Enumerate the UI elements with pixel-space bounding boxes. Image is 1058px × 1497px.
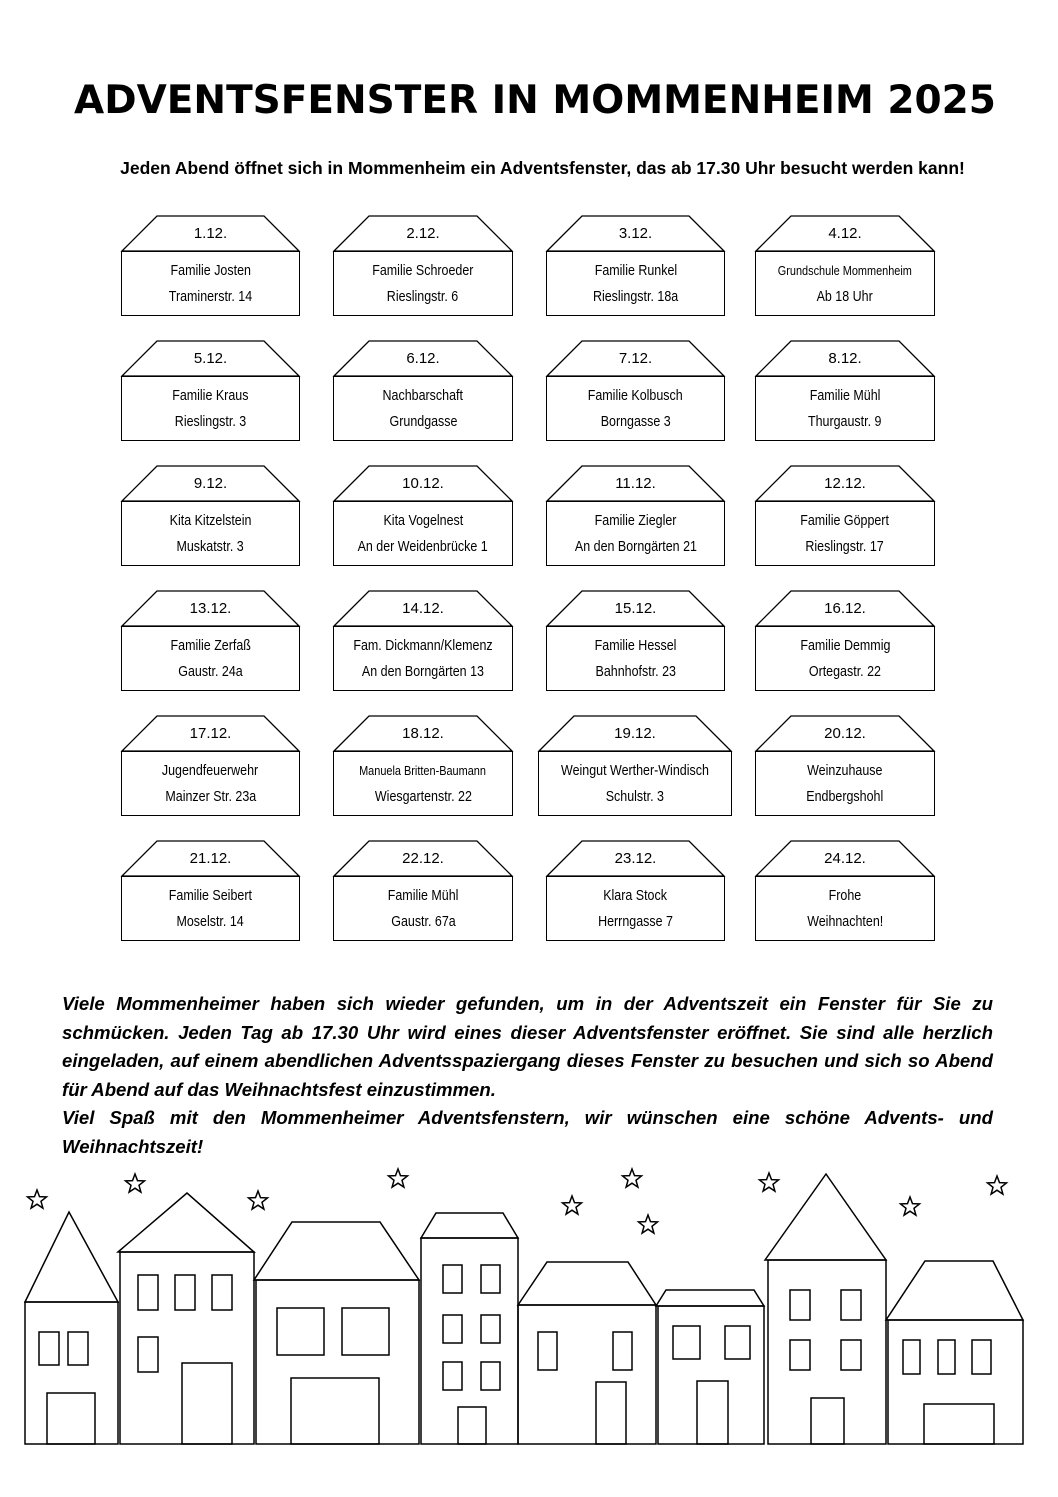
window-host-box bbox=[546, 251, 725, 316]
window-host-box bbox=[121, 251, 300, 316]
window-date: 21.12. bbox=[189, 850, 232, 867]
window-host-name: Familie Göppert bbox=[800, 512, 890, 529]
advent-window-17 bbox=[121, 715, 300, 818]
window-host-box bbox=[121, 501, 300, 566]
window-host-address: Gaustr. 67a bbox=[390, 913, 456, 930]
town-house-3 bbox=[254, 1222, 419, 1444]
window-date: 23.12. bbox=[614, 850, 657, 867]
window-host-address: Thurgaustr. 9 bbox=[808, 413, 882, 430]
window-host-box bbox=[546, 626, 725, 691]
window-host-box bbox=[121, 751, 300, 816]
window-date: 11.12. bbox=[615, 475, 656, 492]
window-date: 15.12. bbox=[614, 600, 657, 617]
advent-window-1 bbox=[121, 215, 300, 318]
advent-window-11 bbox=[546, 465, 725, 568]
window-host-address: Ortegastr. 22 bbox=[808, 663, 882, 680]
town-house-4 bbox=[421, 1213, 518, 1444]
window-host-name: Weingut Werther-Windisch bbox=[561, 762, 709, 779]
advent-window-14 bbox=[333, 590, 513, 693]
window-date: 10.12. bbox=[402, 475, 444, 492]
advent-window-12 bbox=[755, 465, 935, 568]
window-date: 6.12. bbox=[406, 350, 440, 367]
window-host-address: An der Weidenbrücke 1 bbox=[357, 538, 489, 555]
window-host-box bbox=[538, 751, 732, 816]
advent-window-6 bbox=[333, 340, 513, 443]
star-icon bbox=[639, 1215, 658, 1233]
advent-window-5 bbox=[121, 340, 300, 443]
town-house-5 bbox=[518, 1262, 656, 1444]
window-host-box bbox=[755, 376, 935, 441]
window-host-address: Rieslingstr. 3 bbox=[174, 413, 247, 430]
window-host-name: Familie Kraus bbox=[172, 387, 249, 404]
window-host-box bbox=[546, 876, 725, 941]
window-date: 19.12. bbox=[614, 725, 656, 742]
star-icon bbox=[988, 1176, 1007, 1194]
advent-window-7 bbox=[546, 340, 725, 443]
window-host-box bbox=[333, 876, 513, 941]
window-host-address: An den Borngärten 21 bbox=[574, 538, 697, 555]
window-host-name: Fam. Dickmann/Klemenz bbox=[353, 637, 493, 654]
window-host-name: Familie Kolbusch bbox=[588, 387, 683, 404]
window-host-address: Endbergshohl bbox=[806, 788, 884, 805]
window-host-address: Moselstr. 14 bbox=[176, 913, 245, 930]
town-illustration bbox=[0, 1150, 1058, 1450]
town-house-2 bbox=[118, 1193, 254, 1444]
window-host-name: Nachbarschaft bbox=[382, 387, 464, 404]
window-host-box bbox=[755, 876, 935, 941]
town-house-1 bbox=[25, 1212, 118, 1444]
paragraph-greeting: Viel Spaß mit den Mommenheimer Adventsfenstern, wir wünschen eine schöne Advents- und Weihnachtszeit! bbox=[62, 1107, 993, 1157]
window-host-box bbox=[755, 751, 935, 816]
window-date: 1.12. bbox=[193, 225, 228, 242]
advent-window-8 bbox=[755, 340, 935, 443]
window-host-name: Familie Mühl bbox=[809, 387, 881, 404]
window-host-name: Frohe bbox=[828, 887, 862, 904]
window-host-name: Jugendfeuerwehr bbox=[162, 762, 259, 779]
advent-window-16 bbox=[755, 590, 935, 693]
star-icon bbox=[901, 1197, 920, 1215]
window-host-address: Herrngasse 7 bbox=[598, 913, 673, 930]
window-date: 16.12. bbox=[824, 600, 866, 617]
advent-window-18 bbox=[333, 715, 513, 818]
window-host-box bbox=[333, 376, 513, 441]
window-host-address: Rieslingstr. 18a bbox=[592, 288, 679, 305]
star-icon bbox=[249, 1191, 268, 1209]
window-host-name: Grundschule Mommenheim bbox=[777, 262, 913, 278]
window-host-address: Grundgasse bbox=[389, 413, 457, 430]
window-host-name: Familie Hessel bbox=[594, 637, 677, 654]
window-host-box bbox=[546, 376, 725, 441]
window-host-name: Kita Kitzelstein bbox=[169, 512, 252, 529]
paragraph-invitation: Viele Mommenheimer haben sich wieder gefunden, um in der Adventszeit ein Fenster für Sie zu schmücken. Jeden Tag ab 17.30 Uhr wird eines dieser Adventsfenster eröffnet. Sie sind alle herzlich eingeladen, auf einem abendlichen Adventsspaziergang dieses Fenster zu besuchen und sich so Abend für Abend auf das Weihnachtsfest einzustimmen. bbox=[62, 993, 993, 1100]
window-host-address: Weihnachten! bbox=[806, 913, 884, 930]
window-date: 2.12. bbox=[406, 225, 440, 242]
window-host-box bbox=[755, 626, 935, 691]
window-host-name: Familie Mühl bbox=[387, 887, 459, 904]
window-host-address: Traminerstr. 14 bbox=[168, 288, 253, 305]
window-host-address: Rieslingstr. 17 bbox=[805, 538, 885, 555]
star-icon bbox=[623, 1169, 642, 1187]
window-host-box bbox=[121, 626, 300, 691]
advent-window-10 bbox=[333, 465, 513, 568]
window-date: 22.12. bbox=[402, 850, 444, 867]
star-icon bbox=[126, 1174, 145, 1192]
window-host-box bbox=[333, 501, 513, 566]
window-date: 7.12. bbox=[618, 350, 653, 367]
star-icon bbox=[28, 1190, 47, 1208]
window-host-name: Familie Ziegler bbox=[594, 512, 677, 529]
window-date: 9.12. bbox=[193, 475, 228, 492]
window-host-address: Muskatstr. 3 bbox=[176, 538, 245, 555]
advent-window-4 bbox=[755, 215, 935, 318]
window-date: 4.12. bbox=[828, 225, 862, 242]
window-host-name: Weinzuhause bbox=[807, 762, 883, 779]
window-date: 17.12. bbox=[189, 725, 232, 742]
advent-window-9 bbox=[121, 465, 300, 568]
star-icon bbox=[389, 1169, 408, 1187]
window-host-name: Familie Demmig bbox=[799, 637, 891, 654]
advent-window-15 bbox=[546, 590, 725, 693]
window-date: 13.12. bbox=[189, 600, 232, 617]
page-subtitle: Jeden Abend öffnet sich in Mommenheim ein Adventsfenster, das ab 17.30 Uhr besucht werden kann! bbox=[120, 158, 965, 178]
advent-window-24 bbox=[755, 840, 935, 943]
window-host-address: Wiesgartenstr. 22 bbox=[374, 788, 472, 805]
window-host-name: Familie Schroeder bbox=[372, 262, 474, 279]
window-host-address: Mainzer Str. 23a bbox=[165, 788, 256, 805]
window-host-name: Familie Josten bbox=[170, 262, 251, 279]
advent-window-20 bbox=[755, 715, 935, 818]
advent-window-22 bbox=[333, 840, 513, 943]
window-date: 20.12. bbox=[824, 725, 866, 742]
advent-window-21 bbox=[121, 840, 300, 943]
window-host-box bbox=[121, 876, 300, 941]
window-host-name: Familie Runkel bbox=[594, 262, 677, 279]
town-house-7 bbox=[765, 1174, 886, 1444]
advent-window-3 bbox=[546, 215, 725, 318]
intro-text bbox=[62, 990, 993, 1161]
advent-window-2 bbox=[333, 215, 513, 318]
star-icon bbox=[760, 1173, 779, 1191]
window-host-box bbox=[121, 376, 300, 441]
window-host-address: Borngasse 3 bbox=[600, 413, 671, 430]
window-host-name: Familie Seibert bbox=[168, 887, 253, 904]
advent-window-19 bbox=[538, 715, 732, 818]
window-host-box bbox=[333, 751, 513, 816]
advent-window-23 bbox=[546, 840, 725, 943]
window-host-address: An den Borngärten 13 bbox=[361, 663, 485, 680]
window-date: 18.12. bbox=[402, 725, 444, 742]
window-date: 24.12. bbox=[824, 850, 866, 867]
window-host-name: Familie Zerfaß bbox=[170, 637, 251, 654]
advent-window-13 bbox=[121, 590, 300, 693]
window-host-address: Ab 18 Uhr bbox=[816, 288, 874, 305]
window-date: 5.12. bbox=[193, 350, 228, 367]
window-host-box bbox=[333, 626, 513, 691]
page-title: ADVENTSFENSTER IN MOMMENHEIM 2025 bbox=[74, 78, 996, 123]
window-date: 14.12. bbox=[402, 600, 444, 617]
window-host-address: Gaustr. 24a bbox=[178, 663, 243, 680]
window-host-address: Schulstr. 3 bbox=[605, 788, 665, 805]
window-host-address: Rieslingstr. 6 bbox=[387, 288, 459, 305]
window-host-box bbox=[755, 251, 935, 316]
window-host-box bbox=[333, 251, 513, 316]
window-host-address: Bahnhofstr. 23 bbox=[595, 663, 676, 680]
window-date: 12.12. bbox=[824, 475, 866, 492]
window-date: 3.12. bbox=[618, 225, 653, 242]
window-host-name: Klara Stock bbox=[603, 887, 668, 904]
window-host-name: Kita Vogelnest bbox=[383, 512, 463, 529]
window-host-name: Manuela Britten-Baumann bbox=[359, 762, 487, 778]
town-house-8 bbox=[886, 1261, 1023, 1444]
star-icon bbox=[563, 1196, 582, 1214]
window-host-box bbox=[755, 501, 935, 566]
window-host-box bbox=[546, 501, 725, 566]
town-house-6 bbox=[656, 1290, 764, 1444]
window-date: 8.12. bbox=[828, 350, 862, 367]
